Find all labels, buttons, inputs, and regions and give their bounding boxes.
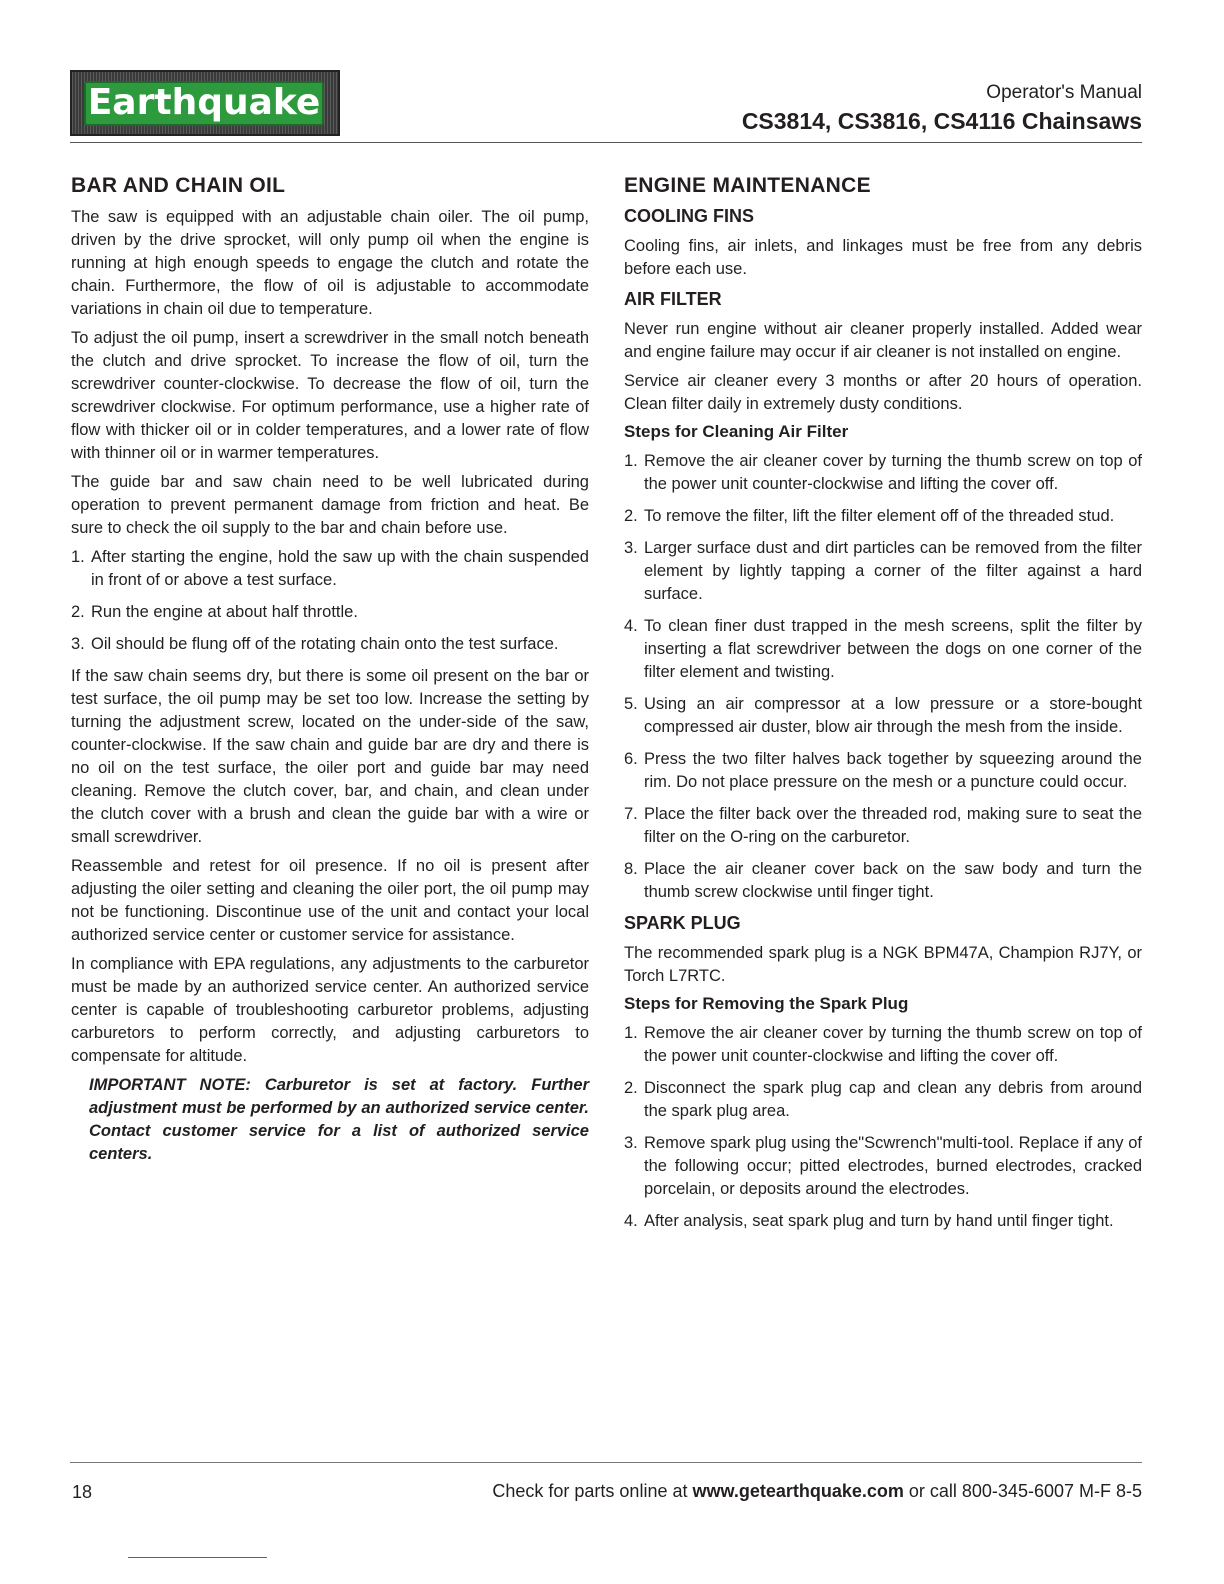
list-number: 3. <box>624 1134 638 1152</box>
list-item <box>624 1022 1142 1068</box>
spark-plug-steps <box>624 1022 1142 1233</box>
left-column <box>71 174 589 1172</box>
right-column <box>624 174 1142 1242</box>
list-item <box>624 1132 1142 1201</box>
list-number: 5. <box>624 695 638 713</box>
important-note: IMPORTANT NOTE: Carburetor is set at factory. Further adjustment must be performed by an authorized service center. Contact customer service for a list of authorized service centers. <box>89 1076 589 1163</box>
list-number: 3. <box>71 635 85 653</box>
list-item <box>71 546 589 592</box>
list-text: To remove the filter, lift the filter element off of the threaded stud. <box>644 507 1115 525</box>
brand-logo <box>70 70 340 136</box>
footer-url-link[interactable]: www.getearthquake.com <box>692 1481 904 1501</box>
list-text: Place the filter back over the threaded rod, making sure to seat the filter on the O-ring on the carburetor. <box>644 805 1142 846</box>
footer-divider <box>70 1462 1142 1463</box>
steps-heading-spark-plug: Steps for Removing the Spark Plug <box>624 994 909 1013</box>
subheading-cooling-fins: COOLING FINS <box>624 206 754 226</box>
air-filter-steps <box>624 450 1142 904</box>
list-item <box>624 748 1142 794</box>
list-text: Larger surface dust and dirt particles can be removed from the filter element by lightly tapping a corner of the filter against a hard surface. <box>644 539 1142 603</box>
paragraph: In compliance with EPA regulations, any adjustments to the carburetor must be made by an authorized service center. An authorized service center is capable of troubleshooting carburetor problems, adjusting carburetors to perform correctly, and adjusting carburetors to compensate for altitude. <box>71 955 589 1065</box>
list-item <box>624 1210 1142 1233</box>
section-heading-engine-maintenance: ENGINE MAINTENANCE <box>624 174 871 197</box>
paragraph: To adjust the oil pump, insert a screwdriver in the small notch beneath the clutch and drive sprocket. To increase the flow of oil, turn the screwdriver counter-clockwise. To decrease the flow of oil, turn the screwdriver clockwise. For optimum performance, use a higher rate of flow with thicker oil or in colder temperatures, and a lower rate of flow with thinner oil or in warmer temperatures. <box>71 329 589 462</box>
list-text: Using an air compressor at a low pressure or a store-bought compressed air duster, blow air through the mesh from the inside. <box>644 695 1142 736</box>
paragraph: Never run engine without air cleaner properly installed. Added wear and engine failure may occur if air cleaner is not installed on engine. <box>624 320 1142 361</box>
list-text: Press the two filter halves back together by squeezing around the rim. Do not place pressure on the mesh or a puncture could occur. <box>644 750 1142 791</box>
header-divider <box>70 142 1142 143</box>
list-item <box>624 450 1142 496</box>
list-text: Remove the air cleaner cover by turning the thumb screw on top of the power unit counter-clockwise and lifting the cover off. <box>644 452 1142 493</box>
paragraph: If the saw chain seems dry, but there is some oil present on the bar or test surface, the oil pump may be set too low. Increase the setting by turning the adjustment screw, located on the under-side of the saw, counter-clockwise. If the saw chain and guide bar are dry and there is no oil on the test surface, the oiler port and guide bar may need cleaning. Remove the clutch cover, bar, and chain, and clean under the clutch cover with a brush and clean the guide bar with a wire or small screwdriver. <box>71 667 589 846</box>
list-text: Disconnect the spark plug cap and clean any debris from around the spark plug area. <box>644 1079 1142 1120</box>
paragraph: Reassemble and retest for oil presence. If no oil is present after adjusting the oiler setting and cleaning the oiler port, the oil pump may not be functioning. Discontinue use of the unit and contact your local authorized service center or customer service for assistance. <box>71 857 589 944</box>
list-item <box>624 858 1142 904</box>
list-number: 7. <box>624 805 638 823</box>
list-number: 6. <box>624 750 638 768</box>
paragraph: The saw is equipped with an adjustable chain oiler. The oil pump, driven by the drive sprocket, will only pump oil when the engine is running at high enough speeds to engage the clutch and rotate the chain. Furthermore, the flow of oil is adjustable to accommodate variations in chain oil due to temperature. <box>71 208 589 318</box>
list-item <box>624 693 1142 739</box>
oil-test-steps <box>71 546 589 656</box>
list-number: 3. <box>624 539 638 557</box>
list-item <box>624 615 1142 684</box>
list-item <box>71 601 589 624</box>
list-text: After starting the engine, hold the saw up with the chain suspended in front of or above a test surface. <box>91 548 589 589</box>
footer-prefix: Check for parts online at <box>492 1481 693 1501</box>
list-text: To clean finer dust trapped in the mesh screens, split the filter by inserting a flat screwdriver between the dogs on one corner of the filter element and twisting. <box>644 617 1142 681</box>
header-subtitle: Operator's Manual <box>986 82 1142 103</box>
paragraph: Service air cleaner every 3 months or after 20 hours of operation. Clean filter daily in extremely dusty conditions. <box>624 372 1142 413</box>
list-number: 8. <box>624 860 638 878</box>
list-number: 1. <box>71 548 85 566</box>
list-number: 2. <box>71 603 85 621</box>
page-number: 18 <box>72 1482 93 1502</box>
list-number: 4. <box>624 1212 638 1230</box>
list-text: Remove the air cleaner cover by turning the thumb screw on top of the power unit counter-clockwise and lifting the cover off. <box>644 1024 1142 1065</box>
list-item <box>624 505 1142 528</box>
logo-text: Earthquake <box>84 81 324 126</box>
list-text: Remove spark plug using the"Scwrench"multi-tool. Replace if any of the following occur; pitted electrodes, burned electrodes, cracked porcelain, or deposits around the electrodes. <box>644 1134 1142 1198</box>
steps-heading-air-filter: Steps for Cleaning Air Filter <box>624 422 849 441</box>
footer-text <box>492 1481 1142 1502</box>
list-item <box>71 633 589 656</box>
list-text: Run the engine at about half throttle. <box>91 603 358 621</box>
list-item <box>624 1077 1142 1123</box>
list-number: 2. <box>624 507 638 525</box>
subheading-spark-plug: SPARK PLUG <box>624 913 741 933</box>
list-number: 1. <box>624 1024 638 1042</box>
list-text: Oil should be flung off of the rotating chain onto the test surface. <box>91 635 559 653</box>
header-title: CS3814, CS3816, CS4116 Chainsaws <box>741 108 1142 134</box>
list-item <box>624 803 1142 849</box>
section-heading-bar-chain-oil: BAR AND CHAIN OIL <box>71 174 286 197</box>
list-number: 4. <box>624 617 638 635</box>
paragraph: The recommended spark plug is a NGK BPM47A, Champion RJ7Y, or Torch L7RTC. <box>624 944 1142 985</box>
list-text: Place the air cleaner cover back on the saw body and turn the thumb screw clockwise until finger tight. <box>644 860 1142 901</box>
subheading-air-filter: AIR FILTER <box>624 289 722 309</box>
paragraph: The guide bar and saw chain need to be well lubricated during operation to prevent permanent damage from friction and heat. Be sure to check the oil supply to the bar and chain before use. <box>71 473 589 537</box>
list-text: After analysis, seat spark plug and turn by hand until finger tight. <box>644 1212 1114 1230</box>
list-number: 1. <box>624 452 638 470</box>
paragraph: Cooling fins, air inlets, and linkages must be free from any debris before each use. <box>624 237 1142 278</box>
list-number: 2. <box>624 1079 638 1097</box>
footer-suffix: or call 800-345-6007 M-F 8-5 <box>903 1481 1142 1501</box>
scan-artifact-line <box>128 1557 267 1558</box>
list-item <box>624 537 1142 606</box>
